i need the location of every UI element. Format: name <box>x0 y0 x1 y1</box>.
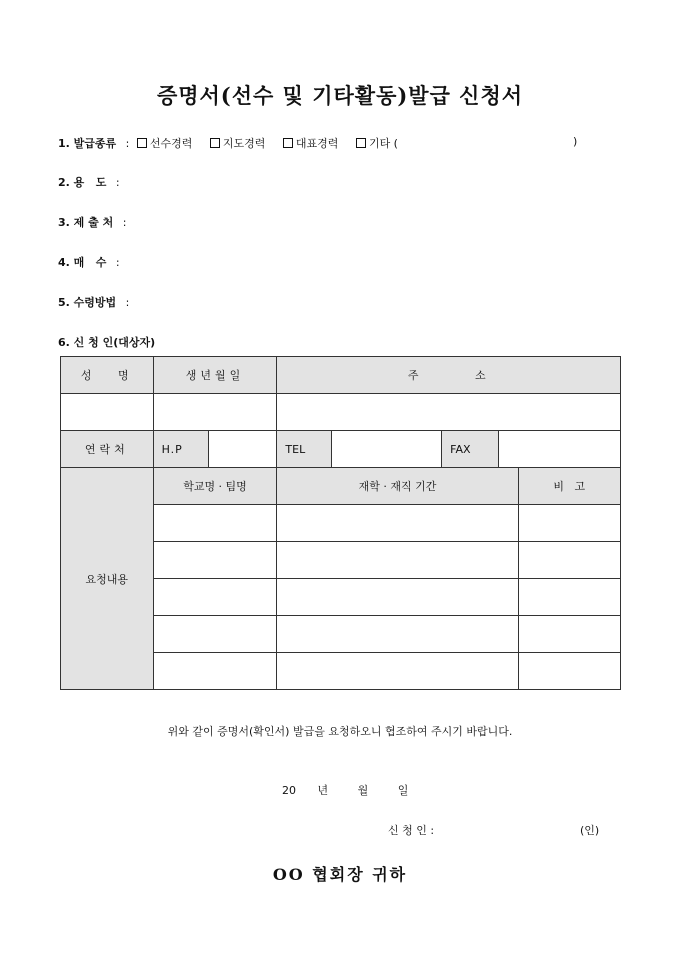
remark-input[interactable] <box>518 616 620 653</box>
other-close-paren: ) <box>573 135 578 148</box>
copies-label: 4. 매 수 <box>58 256 107 269</box>
school-input[interactable] <box>153 579 277 616</box>
period-header: 재학 · 재직 기간 <box>277 468 518 505</box>
remark-input[interactable] <box>518 542 620 579</box>
signer-label: 신 청 인 : <box>388 824 435 837</box>
hp-label: H.P <box>153 431 208 468</box>
remark-input[interactable] <box>518 505 620 542</box>
contact-header: 연락처 <box>61 431 154 468</box>
remark-input[interactable] <box>518 579 620 616</box>
birth-header: 생년월일 <box>153 357 277 394</box>
checkbox-icon[interactable] <box>210 138 220 148</box>
school-input[interactable] <box>153 542 277 579</box>
school-input[interactable] <box>153 505 277 542</box>
remark-input[interactable] <box>518 653 620 690</box>
issue-type-label: 1. 발급종류 <box>58 137 117 150</box>
school-input[interactable] <box>153 616 277 653</box>
receive-method-label: 5. 수령방법 <box>58 296 117 309</box>
address-header: 주 소 <box>277 357 621 394</box>
period-input[interactable] <box>277 505 518 542</box>
purpose-label: 2. 용 도 <box>58 176 107 189</box>
request-statement: 위와 같이 증명서(확인서) 발급을 요청하오니 협조하여 주시기 바랍니다. <box>167 725 513 738</box>
applicant-table <box>60 356 621 690</box>
purpose-row: 2. 용 도 : <box>58 176 120 189</box>
period-input[interactable] <box>277 616 518 653</box>
checkbox-icon[interactable] <box>356 138 366 148</box>
name-header: 성 명 <box>61 357 154 394</box>
issue-type-row: 1. 발급종류 : 선수경력 지도경력 대표경력 기타 ( ) <box>58 135 578 150</box>
address-input[interactable] <box>277 394 621 431</box>
fax-label: FAX <box>442 431 499 468</box>
date-year: 20 <box>282 784 296 797</box>
option-player-career[interactable]: 선수경력 <box>137 137 193 150</box>
period-input[interactable] <box>277 653 518 690</box>
option-coach-career[interactable]: 지도경력 <box>210 137 266 150</box>
seal-mark: (인) <box>580 824 600 837</box>
tel-input[interactable] <box>332 431 442 468</box>
copies-row: 4. 매 수 : <box>58 256 120 269</box>
name-input[interactable] <box>61 394 154 431</box>
checkbox-icon[interactable] <box>137 138 147 148</box>
checkbox-icon[interactable] <box>283 138 293 148</box>
period-input[interactable] <box>277 579 518 616</box>
option-national-career[interactable]: 대표경력 <box>283 137 339 150</box>
birth-input[interactable] <box>153 394 277 431</box>
period-input[interactable] <box>277 542 518 579</box>
applicant-label: 6. 신 청 인(대상자) <box>58 336 156 349</box>
option-other[interactable]: 기타 ( <box>356 137 398 150</box>
hp-input[interactable] <box>208 431 277 468</box>
receive-method-row: 5. 수령방법 : <box>58 296 130 309</box>
request-header: 요청내용 <box>61 468 154 690</box>
school-header: 학교명 · 팀명 <box>153 468 277 505</box>
form-title: 증명서(선수 및 기타활동)발급 신청서 <box>156 83 524 108</box>
date-line: 20 년 월 일 <box>282 784 409 797</box>
school-input[interactable] <box>153 653 277 690</box>
fax-input[interactable] <box>499 431 621 468</box>
applicant-row <box>58 334 155 350</box>
submit-to-row: 3. 제 출 처 : <box>58 216 127 229</box>
tel-label: TEL <box>277 431 332 468</box>
addressee: OO 협회장 귀하 <box>272 865 408 884</box>
remark-header: 비 고 <box>518 468 620 505</box>
submit-to-label: 3. 제 출 처 <box>58 216 114 229</box>
